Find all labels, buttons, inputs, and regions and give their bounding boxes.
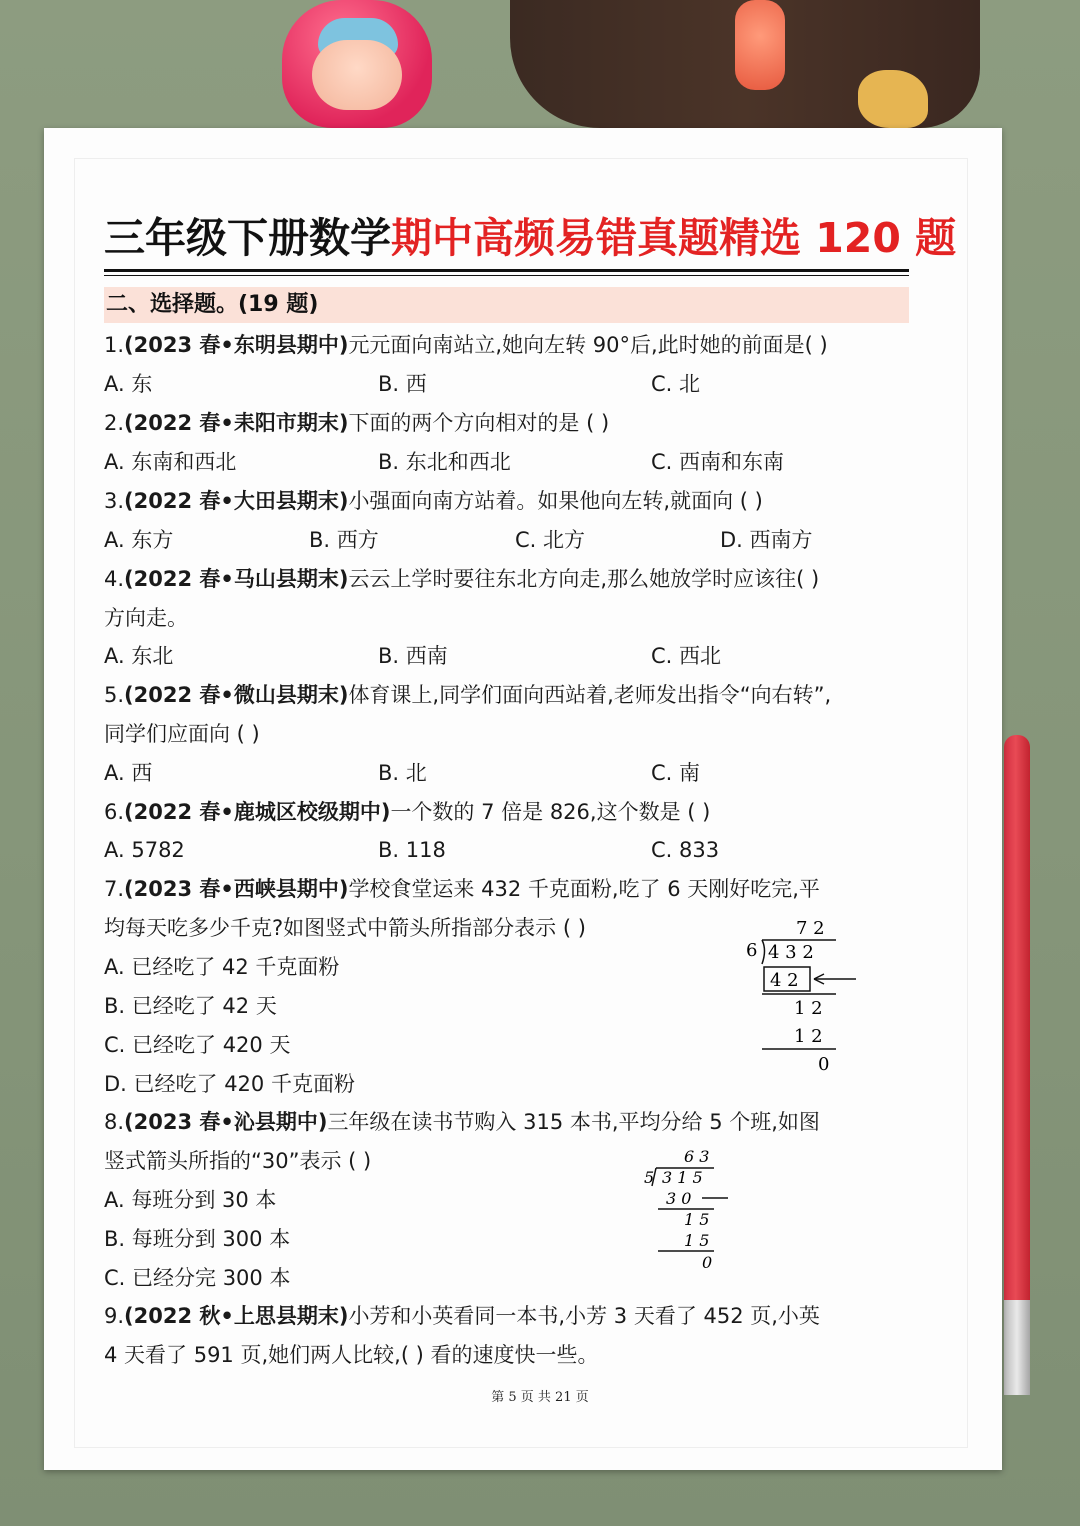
title-red-part: 期中高频易错真题精选 120 题 (391, 214, 957, 262)
div2-step3: 1 5 (684, 1231, 710, 1250)
q2-option-c: C. 西南和东南 (651, 450, 785, 474)
div1-divisor: 6 (746, 940, 758, 961)
q8-option-a: A. 每班分到 30 本 (104, 1188, 277, 1212)
div1-step2: 1 2 (794, 998, 823, 1019)
worksheet-title (104, 214, 957, 262)
question-5-continued: 同学们应面向 ( ) (104, 722, 260, 746)
q2-option-a: A. 东南和西北 (104, 450, 237, 474)
question-8-continued: 竖式箭头所指的“30”表示 ( ) (104, 1149, 372, 1173)
toy-face (312, 40, 402, 110)
q3-option-c: C. 北方 (515, 528, 586, 552)
question-2: 2.(2022 春•耒阳市期末)下面的两个方向相对的是 ( ) (104, 411, 610, 435)
title-rule (104, 269, 909, 272)
div2-step2: 1 5 (684, 1210, 710, 1229)
q5-option-b: B. 北 (378, 761, 427, 785)
question-4: 4.(2022 春•马山县期末)云云上学时要往东北方向走,那么她放学时应该往( ) (104, 567, 820, 591)
question-3: 3.(2022 春•大田县期末)小强面向南方站着。如果他向左转,就面向 ( ) (104, 489, 763, 513)
question-6: 6.(2022 春•鹿城区校级期中)一个数的 7 倍是 826,这个数是 ( ) (104, 800, 711, 824)
div2-remainder: 0 (702, 1253, 713, 1272)
q5-option-c: C. 南 (651, 761, 701, 785)
div1-quotient: 7 2 (796, 918, 825, 939)
q7-option-d: D. 已经吃了 420 千克面粉 (104, 1072, 355, 1096)
long-division-figure-1 (740, 912, 870, 1082)
div2-divisor: 5 (644, 1168, 655, 1187)
q4-option-a: A. 东北 (104, 644, 174, 668)
question-4-continued: 方向走。 (104, 606, 188, 630)
q6-option-a: A. 5782 (104, 838, 185, 862)
q3-option-d: D. 西南方 (720, 528, 813, 552)
q8-option-c: C. 已经分完 300 本 (104, 1266, 291, 1290)
div1-step3: 1 2 (794, 1026, 823, 1047)
pencil-ferrule (1004, 1300, 1030, 1395)
title-black-part: 三年级下册数学 (104, 214, 391, 262)
div1-step1: 4 2 (770, 970, 799, 991)
q5-option-a: A. 西 (104, 761, 153, 785)
q6-option-c: C. 833 (651, 838, 720, 862)
question-8: 8.(2023 春•沁县期中)三年级在读书节购入 315 本书,平均分给 5 个班,如图 (104, 1110, 820, 1134)
q1-option-b: B. 西 (378, 372, 427, 396)
q7-option-b: B. 已经吃了 42 天 (104, 994, 277, 1018)
q3-option-b: B. 西方 (309, 528, 379, 552)
q1-option-c: C. 北 (651, 372, 701, 396)
div2-dividend: 3 1 5 (662, 1168, 703, 1187)
q8-option-b: B. 每班分到 300 本 (104, 1227, 291, 1251)
q1-option-a: A. 东 (104, 372, 153, 396)
q7-option-c: C. 已经吃了 420 天 (104, 1033, 291, 1057)
div2-quotient: 6 3 (684, 1147, 710, 1166)
q2-option-b: B. 东北和西北 (378, 450, 511, 474)
q4-option-b: B. 西南 (378, 644, 448, 668)
question-9: 9.(2022 秋•上思县期末)小芳和小英看同一本书,小芳 3 天看了 452 页,小英 (104, 1304, 820, 1328)
question-7: 7.(2023 春•西峡县期中)学校食堂运来 432 千克面粉,吃了 6 天刚好吃完,平 (104, 877, 820, 901)
q6-option-b: B. 118 (378, 838, 446, 862)
q4-option-c: C. 西北 (651, 644, 722, 668)
long-division-figure-2 (640, 1144, 740, 1274)
div2-step1: 3 0 (666, 1189, 692, 1208)
q3-option-a: A. 东方 (104, 528, 174, 552)
question-7-continued: 均每天吃多少千克?如图竖式中箭头所指部分表示 ( ) (104, 916, 586, 940)
pencil (1004, 735, 1030, 1395)
div1-dividend: 4 3 2 (768, 942, 814, 963)
question-9-continued: 4 天看了 591 页,她们两人比较,( ) 看的速度快一些。 (104, 1343, 599, 1367)
leaf-decoration (858, 70, 928, 128)
div1-remainder: 0 (818, 1054, 830, 1075)
q7-option-a: A. 已经吃了 42 千克面粉 (104, 955, 340, 979)
question-5: 5.(2022 春•微山县期末)体育课上,同学们面向西站着,老师发出指令“向右转”, (104, 683, 832, 707)
question-1: 1.(2023 春•东明县期中)元元面向南站立,她向左转 90°后,此时她的前面是( ) (104, 333, 828, 357)
figurine-decoration (735, 0, 785, 90)
title-rule-thin (104, 275, 909, 276)
page-footer: 第 5 页 共 21 页 (491, 1390, 589, 1405)
section-heading: 二、选择题。(19 题) (104, 287, 909, 323)
